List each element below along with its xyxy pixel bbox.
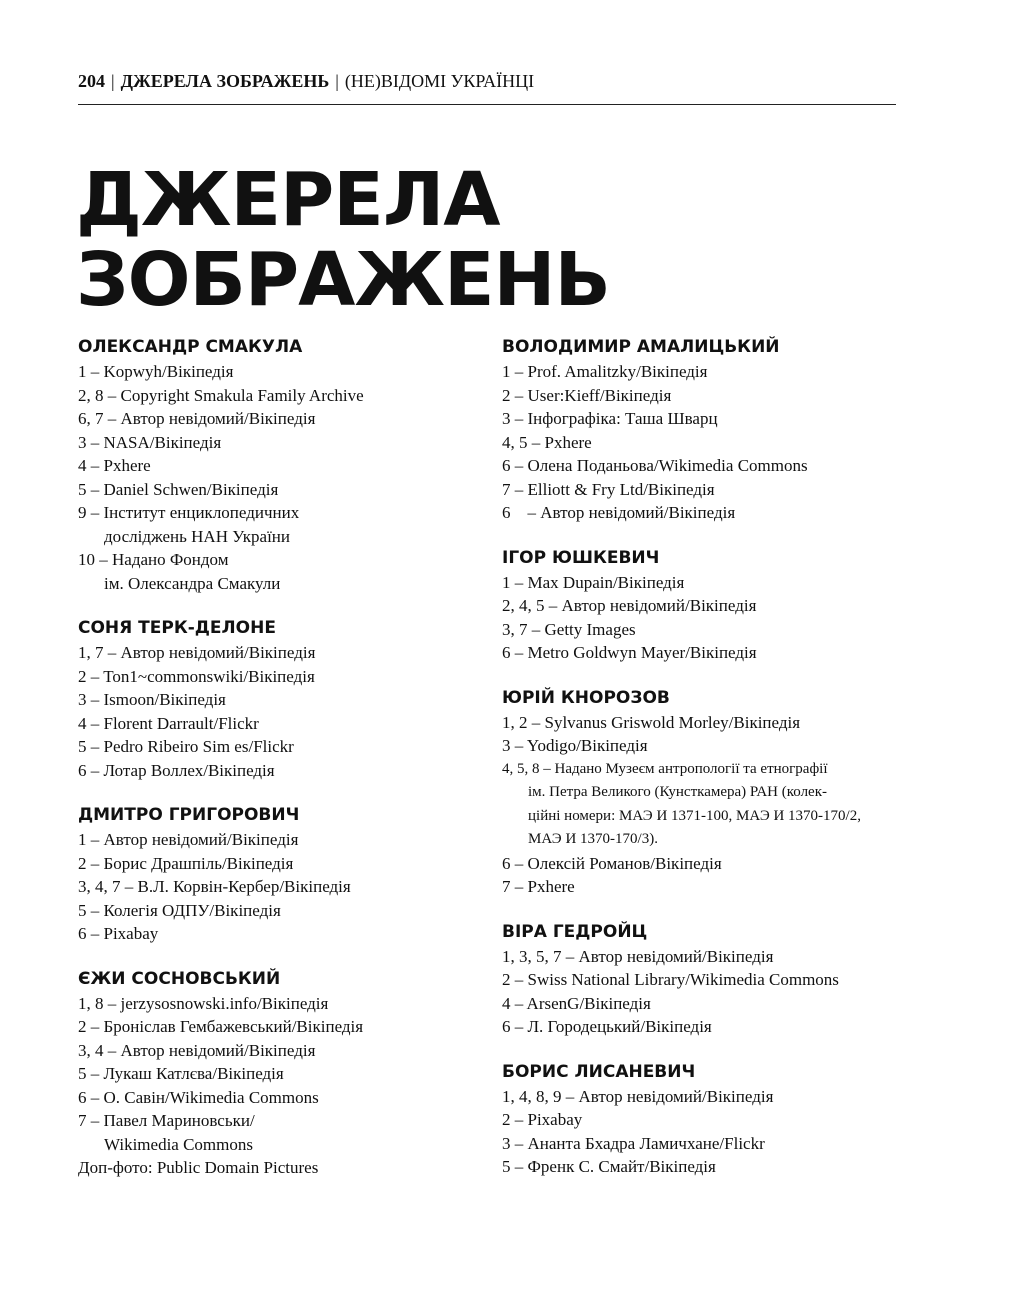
section-heading: БОРИС ЛИСАНЕВИЧ: [502, 1061, 696, 1082]
section-heading: ВІРА ГЕДРОЙЦ: [502, 921, 648, 942]
credits-section-amalytskyi: [502, 336, 902, 525]
credit-item: 1 – Prof. Amalitzky/Вікіпедія: [502, 362, 708, 381]
section-heading: ДМИТРО ГРИГОРОВИЧ: [78, 805, 300, 825]
credits-section-hedroits: [502, 921, 902, 1039]
credits-list: [502, 1085, 902, 1179]
credit-item-text: 9 – Інститут енциклопедичних: [78, 503, 300, 522]
credit-item: 1, 4, 8, 9 – Автор невідомий/Вікіпедія: [502, 1086, 774, 1106]
credit-item: 1, 3, 5, 7 – Автор невідомий/Вікіпедія: [502, 946, 774, 966]
credits-list: [502, 711, 902, 899]
section-heading: ЮРІЙ КНОРОЗОВ: [502, 687, 670, 708]
credit-item: 1 – Max Dupain/Вікіпедія: [502, 572, 685, 592]
credit-item-text: 7 – Павел Мариновськи/: [78, 1111, 255, 1130]
credit-item-continuation: ім. Петра Великого (Кунсткамера) РАН (колек-: [528, 784, 827, 800]
credit-item: 2, 8 – Copyright Smakula Family Archive: [78, 385, 364, 405]
credit-item-text: 4, 5, 8 – Надано Музеєм антропології та етнографії: [502, 760, 828, 777]
credit-item: 5 – Daniel Schwen/Вікіпедія: [78, 479, 279, 499]
credit-item: 6 – Л. Городецький/Вікіпедія: [502, 1017, 712, 1036]
credit-item: [78, 1109, 478, 1156]
credit-item: 3 – Ismoon/Вікіпедія: [78, 690, 226, 709]
credit-item: 3 – Yodigo/Вікіпедія: [502, 736, 648, 755]
credit-item: 1, 2 – Sylvanus Griswold Morley/Вікіпедія: [502, 712, 801, 732]
credit-item: 2, 4, 5 – Автор невідомий/Вікіпедія: [502, 596, 757, 615]
separator: |: [111, 71, 115, 91]
credit-item: 4 – Florent Darrault/Flickr: [78, 713, 259, 733]
credit-item-continuation: досліджень НАН України: [104, 526, 290, 546]
section-heading: ЄЖИ СОСНОВСЬКИЙ: [78, 968, 281, 989]
credit-item: 6 – Автор невідомий/Вікіпедія: [502, 503, 736, 522]
credits-section-terk-delone: [78, 617, 478, 782]
credit-item: 2 – Броніслав Гембажевський/Вікіпедія: [78, 1017, 364, 1036]
page-title: [76, 157, 610, 323]
credit-item: 2 – User:Kieff/Вікіпедія: [502, 385, 672, 405]
section-heading: ВОЛОДИМИР АМАЛИЦЬКИЙ: [502, 337, 780, 357]
page-title-line-1: ДЖЕРЕЛА: [76, 157, 500, 243]
credit-item: 2 – Ton1~commonswiki/Вікіпедія: [78, 666, 315, 686]
credit-item-continuation: Wikimedia Commons: [104, 1134, 253, 1154]
credits-section-lysanevych: [502, 1061, 902, 1179]
credits-list: [78, 360, 478, 595]
credits-section-yushkevych: [502, 547, 902, 665]
credits-section-smakula: [78, 336, 478, 595]
credit-item-continuation: ім. Олександра Смакули: [104, 573, 281, 593]
credit-item: 6 – О. Савін/Wikimedia Commons: [78, 1087, 319, 1107]
credit-item: 3 – Інфографіка: Таша Шварц: [502, 409, 718, 428]
credit-item: 1 – Kopwyh/Вікіпедія: [78, 362, 234, 381]
credits-list: [78, 992, 478, 1180]
credit-item: 3 – Ананта Бхадра Ламичхане/Flickr: [502, 1133, 765, 1153]
credit-item: 7 – Elliott & Fry Ltd/Вікіпедія: [502, 479, 715, 499]
credit-item: 6 – Олена Поданьова/Wikimedia Commons: [502, 456, 808, 475]
credit-item: 4 – ArsenG/Вікіпедія: [502, 993, 651, 1013]
running-book-title: (НЕ)ВІДОМІ УКРАЇНЦІ: [344, 71, 535, 91]
credit-item: 1, 7 – Автор невідомий/Вікіпедія: [78, 643, 316, 662]
right-column: [502, 336, 902, 1201]
credits-section-sosnovskyi: [78, 968, 478, 1180]
credit-item: 6 – Лотар Воллех/Вікіпедія: [78, 760, 275, 780]
credit-item: 2 – Swiss National Library/Wikimedia Commons: [502, 970, 839, 989]
credit-item: 2 – Борис Драшпіль/Вікіпедія: [78, 853, 294, 873]
credit-item: 6 – Metro Goldwyn Mayer/Вікіпедія: [502, 643, 757, 662]
credit-item: 3, 7 – Getty Images: [502, 619, 636, 639]
credit-item: 5 – Лукаш Катлєва/Вікіпедія: [78, 1064, 284, 1083]
credit-item: 5 – Pedro Ribeiro Sim es/Flickr: [78, 737, 294, 756]
credit-item: 3, 4, 7 – В.Л. Корвін-Кербер/Вікіпедія: [78, 877, 351, 896]
running-section-title: ДЖЕРЕЛА ЗОБРАЖЕНЬ: [120, 71, 330, 91]
credit-item: 6, 7 – Автор невідомий/Вікіпедія: [78, 409, 316, 428]
credit-item: 2 – Pixabay: [502, 1110, 583, 1129]
credit-item-continuation: ційні номери: МАЭ И 1371-100, МАЭ И 1370-170/2,: [528, 807, 861, 824]
credits-section-knorozov: [502, 687, 902, 899]
credits-section-hryhorovych: [78, 804, 478, 946]
credit-item: 3, 4 – Автор невідомий/Вікіпедія: [78, 1040, 316, 1060]
credit-item: Доп-фото: Public Domain Pictures: [78, 1158, 319, 1177]
credit-item: [502, 758, 902, 852]
section-heading: СОНЯ ТЕРК-ДЕЛОНЕ: [78, 618, 276, 638]
section-heading: ІГОР ЮШКЕВИЧ: [502, 547, 660, 568]
credit-item: 3 – NASA/Вікіпедія: [78, 432, 222, 452]
credit-item: [78, 501, 478, 548]
credits-list: [78, 641, 478, 782]
credit-item: 7 – Pxhere: [502, 877, 575, 896]
credit-item: 1, 8 – jerzysosnowski.info/Вікіпедія: [78, 993, 329, 1013]
section-heading: ОЛЕКСАНДР СМАКУЛА: [78, 337, 303, 357]
credit-item: 4, 5 – Pxhere: [502, 432, 592, 452]
credit-item-text: 10 – Надано Фондом: [78, 550, 229, 569]
credit-item: 6 – Олексій Романов/Вікіпедія: [502, 853, 722, 873]
credits-list: [78, 828, 478, 946]
credit-item: 1 – Автор невідомий/Вікіпедія: [78, 830, 299, 849]
credit-item: 6 – Pixabay: [78, 924, 159, 943]
credit-item: 5 – Колегія ОДПУ/Вікіпедія: [78, 900, 281, 920]
credit-item: 4 – Pxhere: [78, 456, 151, 475]
credit-item-continuation: МАЭ И 1370-170/3).: [528, 831, 658, 847]
page-title-line-2: ЗОБРАЖЕНЬ: [76, 237, 610, 323]
page-number: 204: [78, 71, 105, 91]
running-head: [78, 68, 896, 105]
credits-list: [502, 571, 902, 665]
credits-list: [502, 360, 902, 525]
credits-list: [502, 945, 902, 1039]
separator: |: [335, 71, 339, 91]
credit-item: [78, 548, 478, 595]
credit-item: 5 – Френк С. Смайт/Вікіпедія: [502, 1157, 716, 1176]
left-column: [78, 336, 478, 1202]
